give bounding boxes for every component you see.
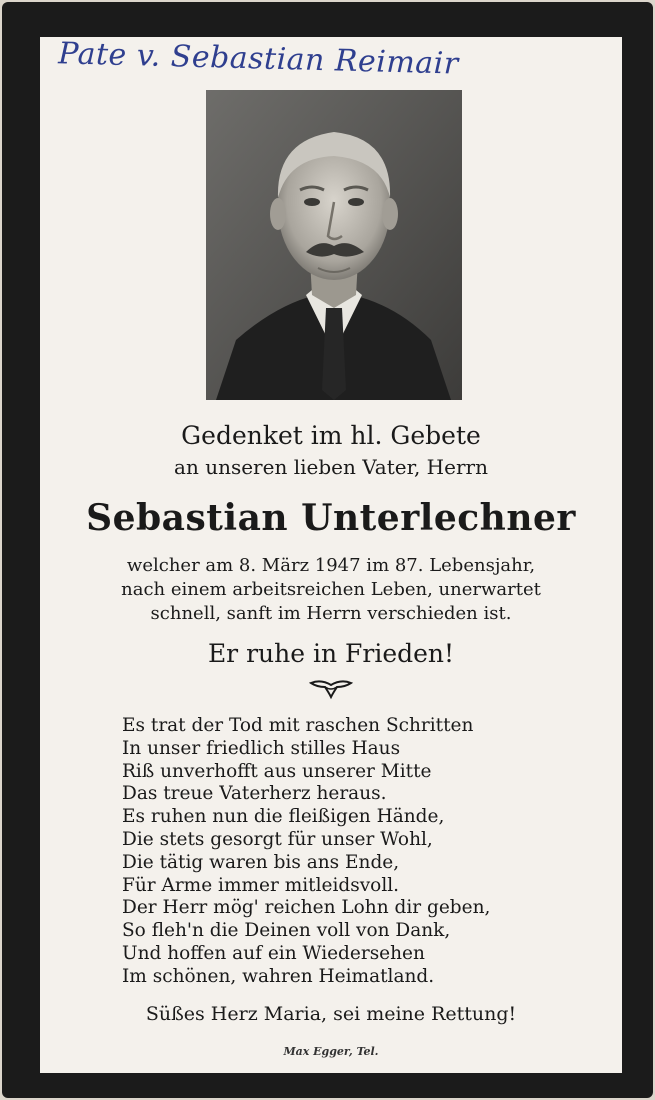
poem-line: So fleh'n die Deinen voll von Dank, <box>122 920 451 942</box>
rest-in-peace: Er ruhe in Frieden! <box>207 639 455 668</box>
portrait-image <box>206 90 462 400</box>
poem-line: Das treue Vaterherz heraus. <box>122 783 387 805</box>
poem-line: Die tätig waren bis ans Ende, <box>122 851 400 873</box>
poem-line: Im schönen, wahren Heimatland. <box>122 965 435 987</box>
heading-line-1: Gedenket im hl. Gebete <box>181 421 481 450</box>
poem-line: Der Herr mög' reichen Lohn dir geben, <box>122 897 491 919</box>
portrait-photo <box>206 90 462 400</box>
poem-line: Es trat der Tod mit raschen Schritten <box>122 715 474 736</box>
poem-line: Es ruhen nun die fleißigen Hände, <box>122 806 445 828</box>
poem-line: Und hoffen auf ein Wiedersehen <box>122 942 425 964</box>
poem-line: Die stets gesorgt für unser Wohl, <box>122 828 433 850</box>
details-line-1: welcher am 8. März 1947 im 87. Lebensjahr, <box>126 555 536 576</box>
poem <box>122 715 602 989</box>
details-line-2: nach einem arbeitsreichen Leben, unerwartet <box>121 579 541 600</box>
ornament-icon <box>307 677 355 701</box>
deceased-name: Sebastian Unterlechner <box>86 497 576 539</box>
poem-line: In unser friedlich stilles Haus <box>122 737 401 759</box>
memorial-card <box>2 2 653 1098</box>
card-paper <box>40 37 622 1073</box>
poem-line: Für Arme immer mitleidsvoll. <box>122 874 400 896</box>
poem-line: Riß unverhofft aus unserer Mitte <box>122 760 432 782</box>
heading-line-2: an unseren lieben Vater, Herrn <box>174 455 488 479</box>
printer-imprint: Max Egger, Tel. <box>283 1045 379 1058</box>
details-line-3: schnell, sanft im Herrn verschieden ist. <box>150 603 512 624</box>
handwritten-note: Pate v. Sebastian Reimair <box>57 36 460 82</box>
prayer-line: Süßes Herz Maria, sei meine Rettung! <box>145 1003 517 1025</box>
